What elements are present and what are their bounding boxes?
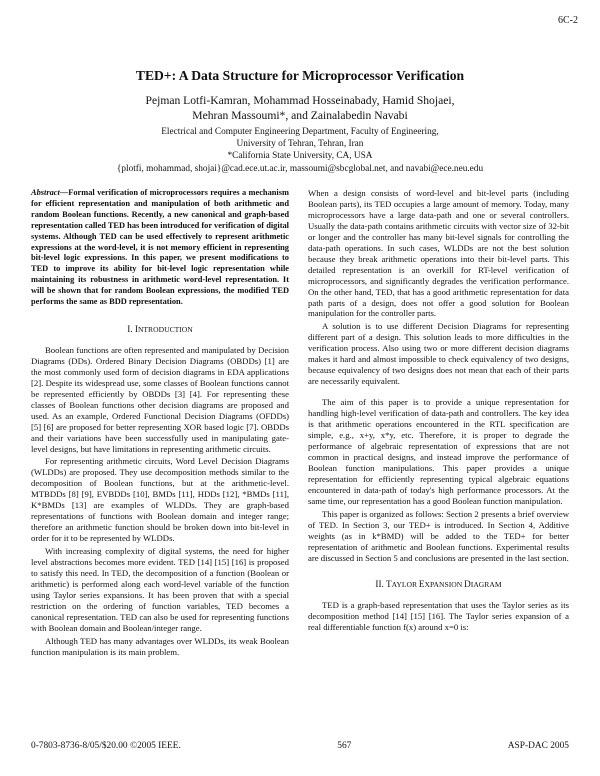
paper-header [30,68,570,175]
affiliation [30,126,570,175]
paper-title: TED+: A Data Structure for Microprocessor Verification [135,68,465,83]
paragraph: A solution is to use different Decision Diagrams for representing different part of a design. This solution leads to more difficulties in the verification process. Also using two or more different decision diagrams makes it hard and almost impossible to check equivalency of two designs, because equivalency of two designs does not mean that each of their parts are necessarily equivalent. [308,321,569,387]
paragraph: This paper is organized as follows: Section 2 presents a brief overview of TED. In Section 3, our TED+ is introduced. In Section 4, Additive weights (as in k*BMD) will be added to the TED+ for better representation of arithmetic and Boolean functions. Experimental results are discussed in Section 5 and conclusions are presented in the last section. [308,508,569,563]
paragraph: For representing arithmetic circuits, Word Level Decision Diagrams (WLDDs) are proposed. They use decomposition methods similar to the decomposition of Boolean functions, but at the arithmetic-level. MTBDDs [8] [9], EVBDDs [10], BMDs [11], HDDs [12], *BMDs [11], K*BMDs [13] are examples of WLDDs. They are graph-based representations of functions with Boolean domain and integer range; therefore an arithmetic function should be broken down into bit-level in order for it to be represented by WLDDs. [31,456,289,544]
right-column [308,188,569,633]
footer-copyright: 0-7803-8736-8/05/$20.00 ©2005 IEEE. [31,741,181,751]
paragraph: When a design consists of word-level and bit-level parts (including Boolean parts), its TED occupies a large amount of memory. Today, many microprocessors have a large data-path and one or several controllers. Usually the data-path contains arithmetic circuits with vector size of 32-bit or longer and the controller has many bit-level signals for controlling the data-path operations. In such cases, WLDDs are not the best solution because they break arithmetic operations into their bit-level parts. This detailed representation is an overkill for RT-level verification of microprocessors, and significantly degrades the verification performance. On the other hand, TED, that has a good arithmetic representation for data path parts of a design, does not offer a good solution for Boolean manipulation for the controller parts. [308,188,569,319]
paragraph: Boolean functions are often represented and manipulated by Decision Diagrams (DDs). Ordered Binary Decision Diagrams (OBDDs) [1] are the most commonly used form of decision diagrams in EDA applications [2]. Despite its widespread use, some classes of Boolean functions cannot be represented efficiently by OBDDs [3] [4]. For representing these classes of Boolean functions other decision diagrams are proposed and used. As an example, Ordered Functional Decision Diagrams (OFDDs) [5] [6] are proposed for better representing XOR based logic [7]. OBDDs and their variations have been successfully used in manipulating gate-level designs, but have limitations in representing arithmetic circuits. [31,344,289,454]
abstract [31,188,289,308]
page-id: 6C-2 [558,15,578,26]
authors-line-2: Mehran Massoumi*, and Zainalabedin Navabi [192,109,408,122]
left-column [31,188,289,658]
affiliation-line-1: Electrical and Computer Engineering Department, Faculty of Engineering, [161,127,439,137]
paragraph: With increasing complexity of digital systems, the need for higher level abstractions becomes more evident. TED [14] [15] [16] is proposed to satisfy this need. In TED, the decomposition of a function (Boolean or arithmetic) is performed along each word-level variable of the function using Taylor series expansions. It has been proven that with a special restriction on the ordering of function variables, TED becomes a canonical representation. TED can also be used for representing functions with Boolean domain and Boolean/integer range. [31,546,289,633]
page-footer [31,741,569,751]
page-number: 567 [337,741,352,751]
emails: {plotfi, mohammad, shojai}@cad.ece.ut.ac.ir, massoumi@sbcglobal.net, and navabi@ece.neu.edu [116,163,484,174]
paragraph: Although TED has many advantages over WLDDs, its weak Boolean function manipulation is its main problem. [31,635,289,657]
authors-line-1: Pejman Lotfi-Kamran, Mohammad Hosseinabady, Hamid Shojaei, [145,94,455,107]
paragraph: TED is a graph-based representation that uses the Taylor series as its decomposition method [14] [15] [16]. The Taylor series expansion of a real differentiable function f(x) around x=0 is: [308,600,569,633]
abstract-lead: Abstract [31,188,60,197]
abstract-text: —Formal verification of microprocessors requires a mechanism for efficient representation and manipulation of both arithmetic and random Boolean functions. Recently, a new canonical and graph-based representation called TED has been introduced for verification of digital systems. Although TED can be used effectively to represent arithmetic expressions at the word-level, it is not memory efficient in representing bit-level logic expressions. In this paper, we present modifications to TED to improve its ability for bit-level logic representation while maintaining its robustness in arithmetic word-level representation. It will be shown that for random Boolean expressions, the modified TED performs the same as BDD representation. [31,188,289,307]
section-heading-introduction: I. INTRODUCTION [127,323,193,334]
affiliation-line-2: University of Tehran, Tehran, Iran [236,139,364,150]
footer-conference: ASP-DAC 2005 [507,741,569,751]
paragraph: The aim of this paper is to provide a unique representation for handling high-level verification of data-path and controllers. The key idea is that arithmetic operations encountered in the RTL specification are simple, e.g., x+y, x*y, etc. Therefore, it is proper to degrade the performance of algebraic representation of expressions that are not common in practical designs, and instead improve the performance of Boolean function manipulations. This paper provides a unique representation for efficiently representing typical algebraic equations encountered in data-path of today's high performance processors. At the same time, our representation has a good Boolean function manipulation. [308,397,569,506]
section-heading-taylor: II. TAYLOR EXPANSION DIAGRAM [375,579,502,590]
affiliation-line-3: *California State University, CA, USA [227,151,373,162]
authors [30,93,570,123]
